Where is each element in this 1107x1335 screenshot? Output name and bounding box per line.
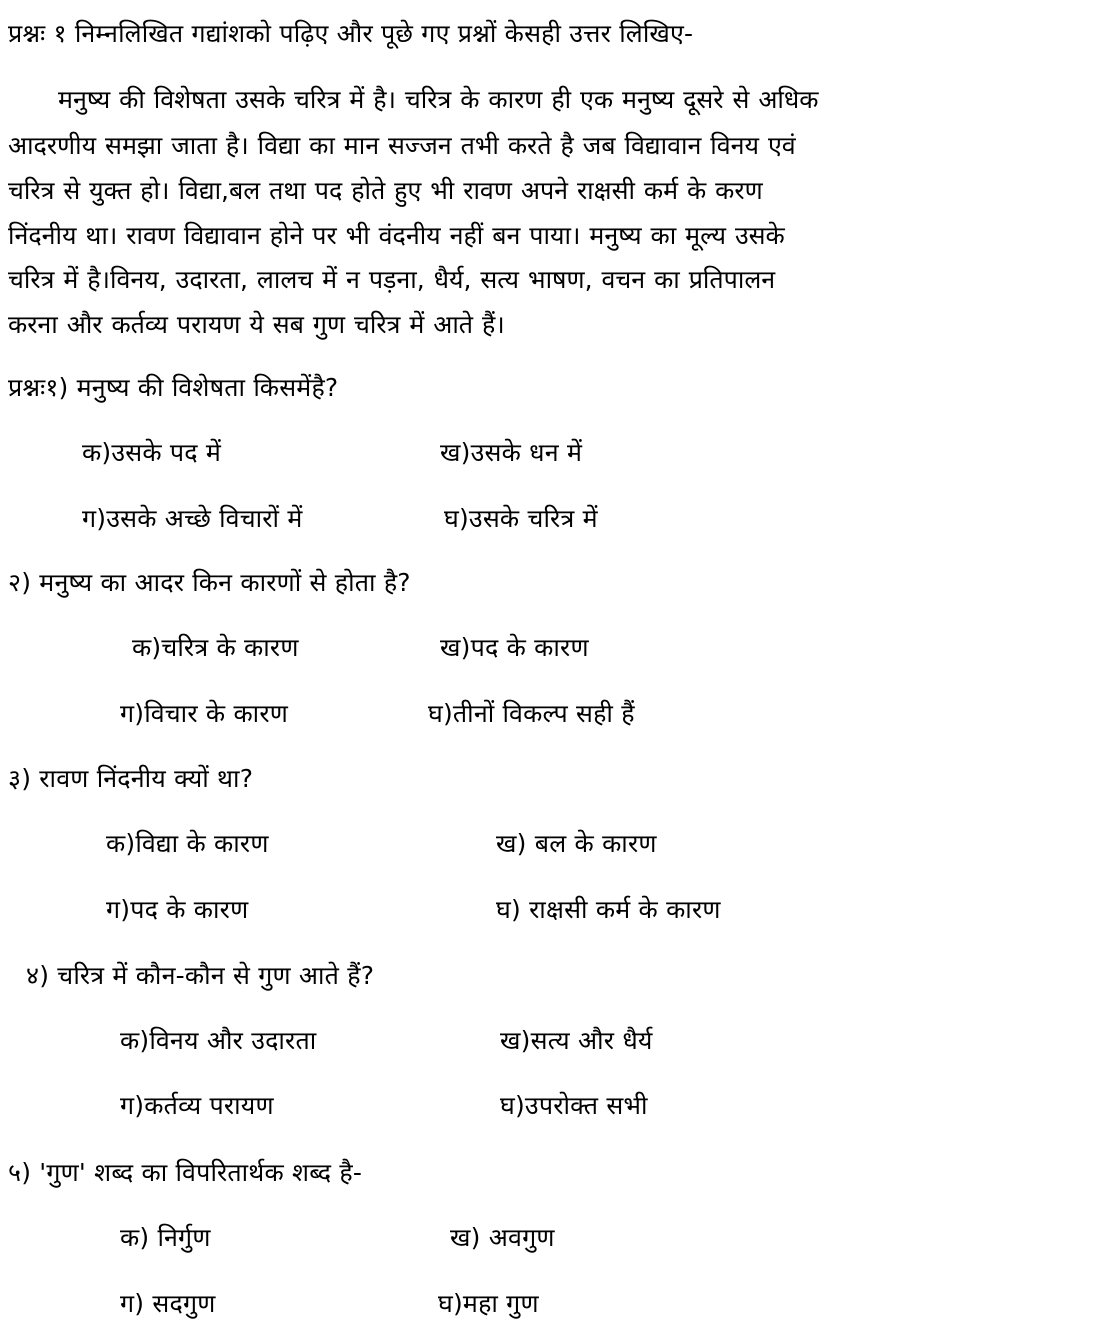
option-ga: ग)कर्तव्य परायण <box>120 1091 274 1120</box>
option-ga: ग)विचार के कारण <box>120 699 289 728</box>
question-text: ३) रावण निंदनीय क्यों था? <box>8 764 254 793</box>
option-gha: घ) राक्षसी कर्म के कारण <box>496 895 721 924</box>
option-gha: घ)उपरोक्त सभी <box>500 1091 648 1120</box>
passage-line: निंदनीय था। रावण विद्यावान होने पर भी वंदनीय नहीं बन पाया। मनुष्य का मूल्य उसके <box>8 221 785 250</box>
option-gha: घ)तीनों विकल्प सही हैं <box>428 699 635 728</box>
option-kha: ख) बल के कारण <box>496 829 657 858</box>
passage-line: मनुष्य की विशेषता उसके चरित्र में है। चरित्र के कारण ही एक मनुष्य दूसरे से अधिक <box>58 85 819 114</box>
option-ka: क)उसके पद में <box>82 438 222 467</box>
passage-line: चरित्र में है।विनय, उदारता, लालच में न पड़ना, धैर्य, सत्य भाषण, वचन का प्रतिपालन <box>8 265 776 294</box>
option-ka: क)चरित्र के कारण <box>132 633 299 662</box>
question-text: प्रश्नः१) मनुष्य की विशेषता किसमेंहै? <box>8 373 339 402</box>
question-text: ४) चरित्र में कौन-कौन से गुण आते हैं? <box>26 961 375 990</box>
option-gha: घ)महा गुण <box>438 1289 539 1318</box>
option-ka: क) निर्गुण <box>120 1223 211 1252</box>
question-text: ५) 'गुण' शब्द का विपरितार्थक शब्द है- <box>8 1158 363 1187</box>
option-gha: घ)उसके चरित्र में <box>444 504 598 533</box>
option-ga: ग)पद के कारण <box>106 895 249 924</box>
passage-line: चरित्र से युक्त हो। विद्या,बल तथा पद होते हुए भी रावण अपने राक्षसी कर्म के करण <box>8 176 763 205</box>
question-header: प्रश्नः १ निम्नलिखित गद्यांशको पढ़िए और पूछे गए प्रश्नों केसही उत्तर लिखिए- <box>8 19 694 48</box>
option-kha: ख)पद के कारण <box>440 633 589 662</box>
option-kha: ख)सत्य और धैर्य <box>500 1026 653 1055</box>
question-text: २) मनुष्य का आदर किन कारणों से होता है? <box>8 568 411 597</box>
option-ga: ग) सदगुण <box>120 1289 216 1318</box>
option-ka: क)विद्या के कारण <box>106 829 269 858</box>
passage-line: आदरणीय समझा जाता है। विद्या का मान सज्जन तभी करते है जब विद्यावान विनय एवं <box>8 131 796 160</box>
option-kha: ख)उसके धन में <box>440 438 583 467</box>
passage-line: करना और कर्तव्य परायण ये सब गुण चरित्र में आते हैं। <box>8 310 505 339</box>
option-ga: ग)उसके अच्छे विचारों में <box>82 504 303 533</box>
option-kha: ख) अवगुण <box>450 1223 555 1252</box>
option-ka: क)विनय और उदारता <box>120 1026 317 1055</box>
